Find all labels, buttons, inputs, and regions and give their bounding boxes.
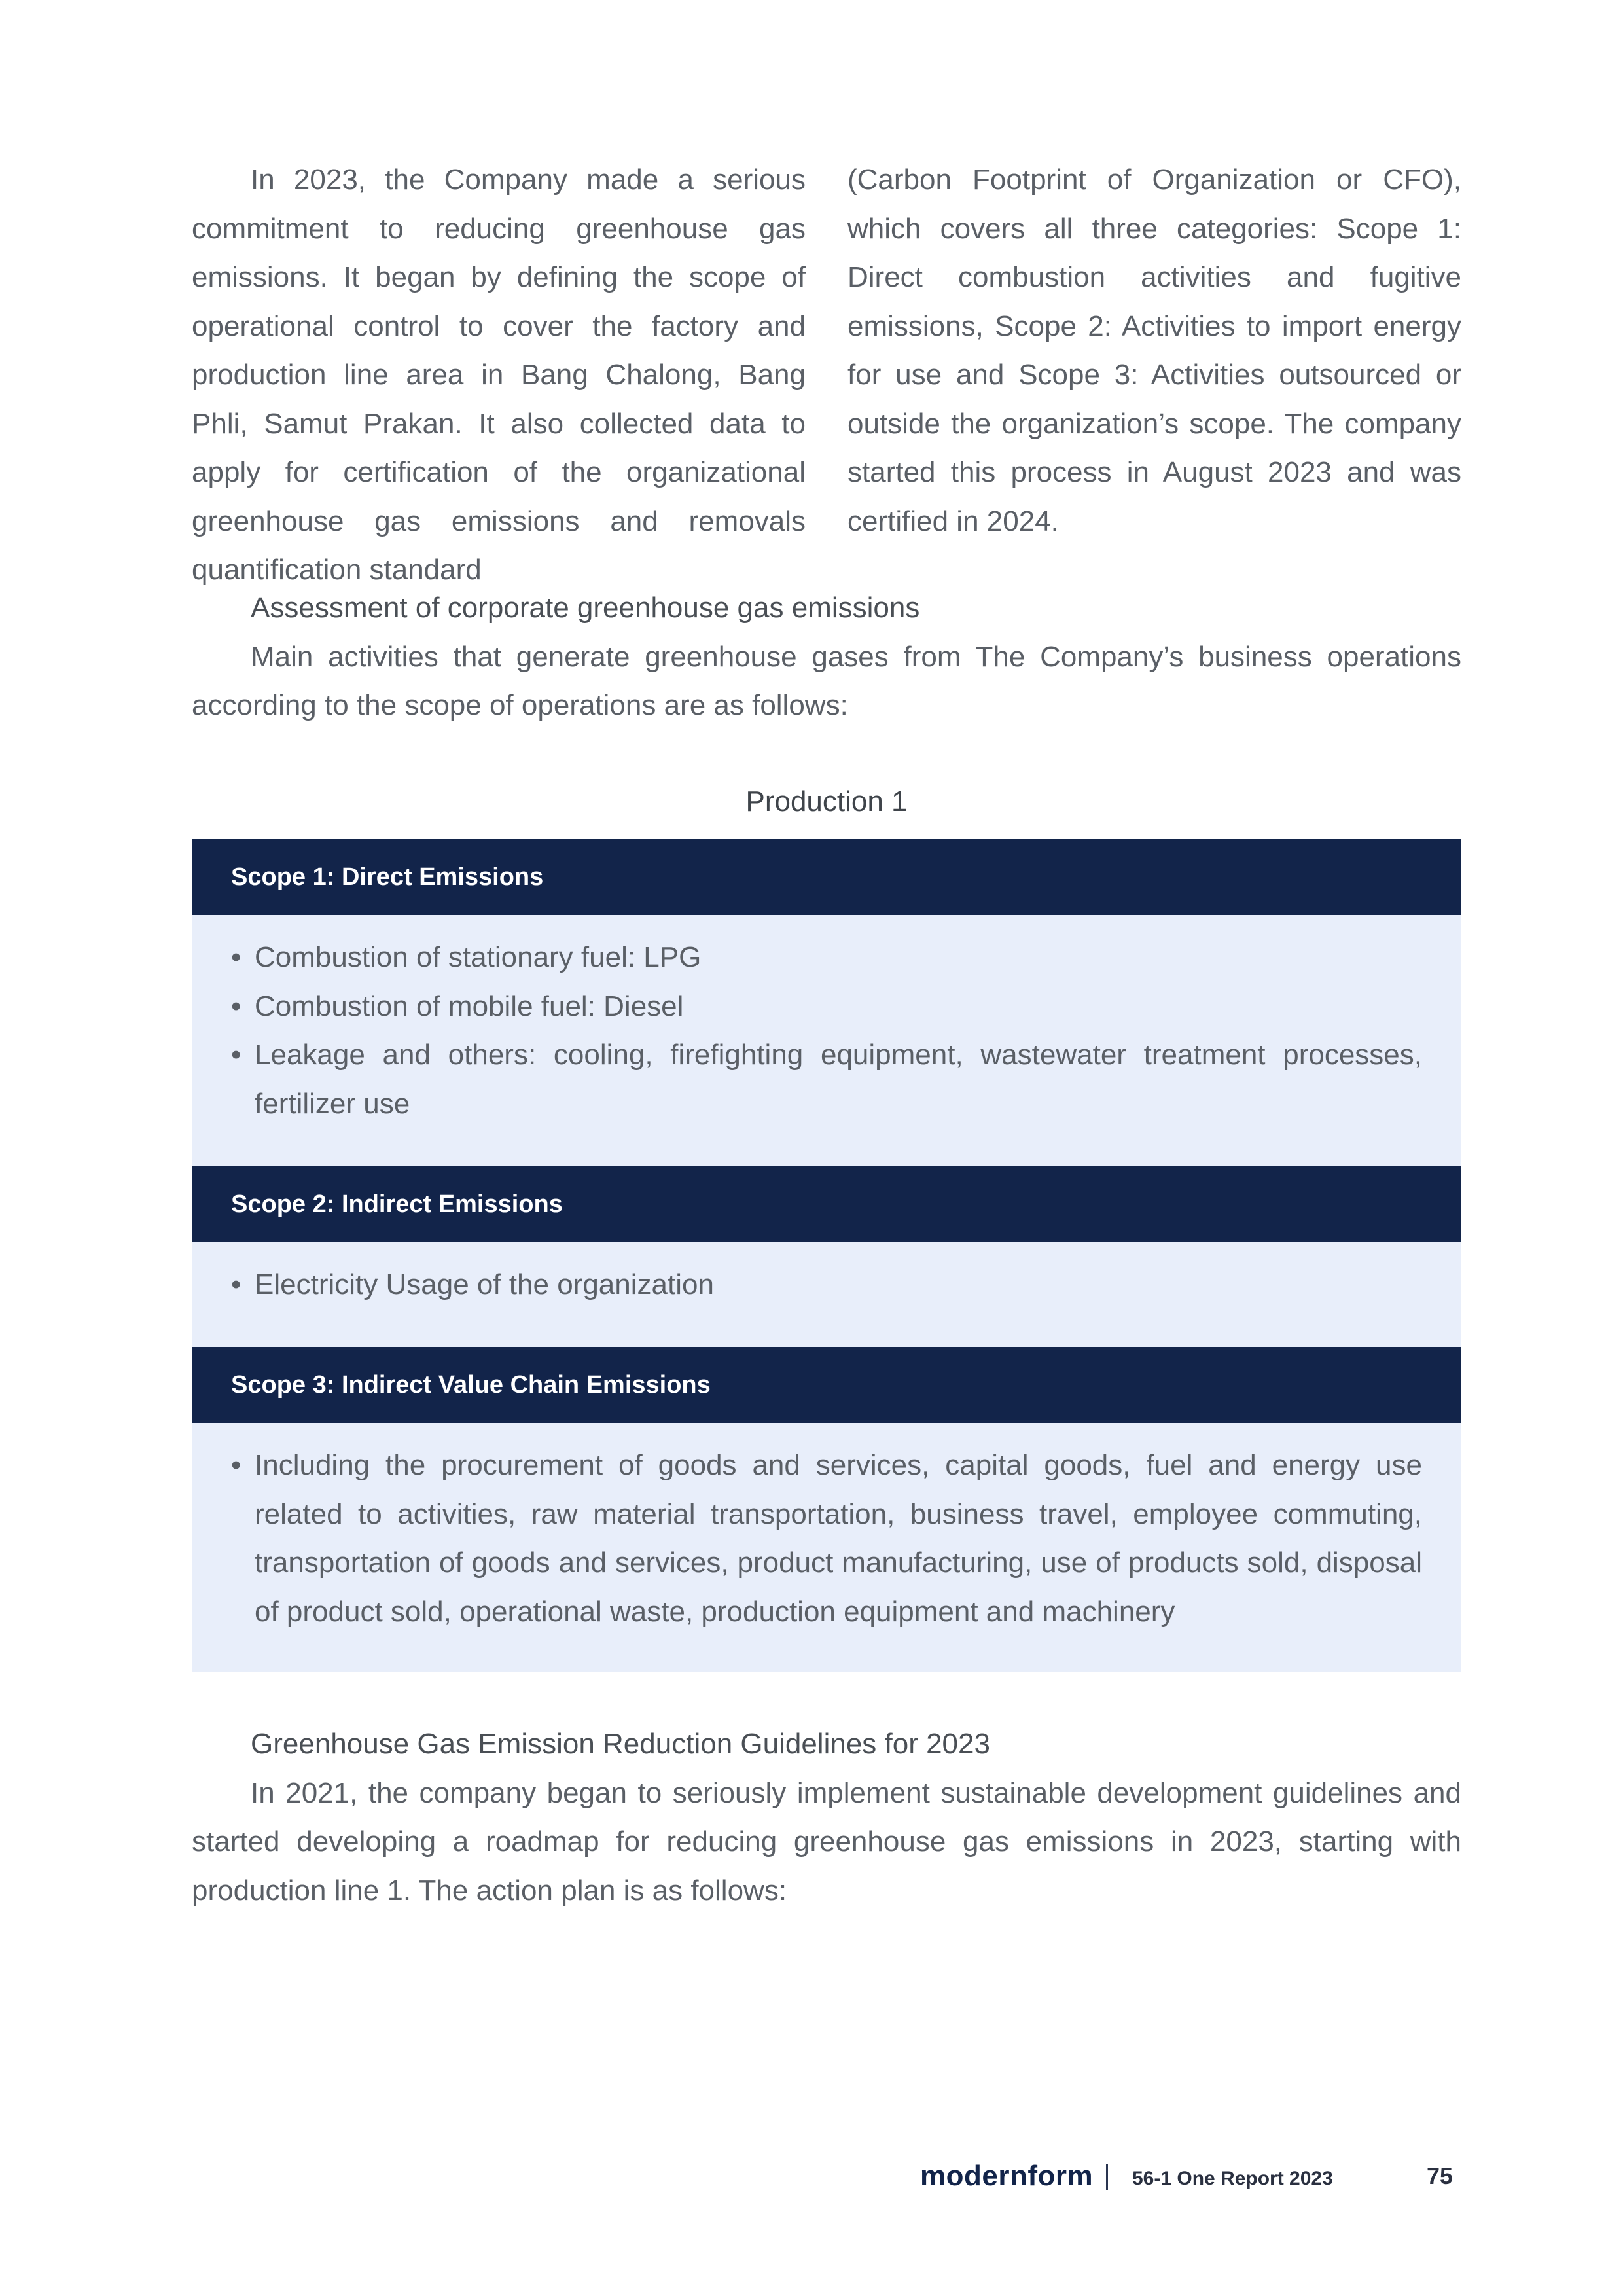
scope2-body	[192, 1242, 1461, 1347]
table-title: Production 1	[745, 785, 908, 817]
scope3-body	[192, 1423, 1461, 1672]
bullet-icon: •	[231, 1449, 241, 1481]
list-item: • Combustion of stationary fuel: LPG	[231, 933, 1422, 982]
brand-logo: modernform	[920, 2160, 1094, 2192]
assessment-heading: Assessment of corporate greenhouse gas emissions	[251, 592, 920, 624]
scope1-list	[231, 933, 1422, 1128]
list-item: • Including the procurement of goods and services, capital goods, fuel and energy use related to activities, raw material transportation, business travel, employee commuting, transportation of goods and services, product manufacturing, use of products sold, disposal of product sold, operational waste, production equipment and machinery	[231, 1441, 1422, 1636]
scope-table	[192, 839, 1461, 1672]
scope3-header: Scope 3: Indirect Value Chain Emissions	[192, 1347, 1461, 1423]
scope1-header: Scope 1: Direct Emissions	[192, 839, 1461, 915]
intro-column-right	[847, 156, 1461, 595]
guidelines-section	[192, 1720, 1461, 1915]
list-item: • Electricity Usage of the organization	[231, 1261, 1422, 1310]
list-item: • Leakage and others: cooling, firefighting equipment, wastewater treatment processes, fertilizer use	[231, 1031, 1422, 1128]
bullet-icon: •	[231, 1268, 241, 1300]
scope3-list	[231, 1441, 1422, 1636]
intro-section	[192, 156, 1461, 595]
intro-column-left	[192, 156, 806, 595]
assessment-text: Main activities that generate greenhouse gases from The Company’s business operations according to the scope of operations are as follows:	[192, 640, 1461, 721]
list-item: • Combustion of mobile fuel: Diesel	[231, 982, 1422, 1031]
scope1-body	[192, 915, 1461, 1166]
footer-divider	[1106, 2164, 1108, 2190]
assessment-section	[192, 584, 1461, 730]
scope2-list	[231, 1261, 1422, 1310]
bullet-icon: •	[231, 990, 241, 1022]
intro-paragraph-2: (Carbon Footprint of Organization or CFO), which covers all three categories: Scope 1: Direct combustion activities and fugitive emissions, Scope 2: Activities to import energy for use and Scope 3: Activities outsourced or outside the organization’s scope. The company started this process in August 2023 and was certified in 2024.	[847, 164, 1461, 537]
guidelines-text: In 2021, the company began to seriously implement sustainable development guidelines and started developing a roadmap for reducing greenhouse gas emissions in 2023, starting with production line 1. The action plan is as follows:	[192, 1776, 1461, 1907]
bullet-icon: •	[231, 1039, 241, 1071]
bullet-icon: •	[231, 941, 241, 973]
page-number: 75	[1427, 2162, 1454, 2189]
guidelines-heading: Greenhouse Gas Emission Reduction Guidelines for 2023	[251, 1728, 990, 1760]
report-title: 56-1 One Report 2023	[1132, 2168, 1333, 2189]
scope2-header: Scope 2: Indirect Emissions	[192, 1166, 1461, 1242]
intro-paragraph-1: In 2023, the Company made a serious commitment to reducing greenhouse gas emissions. It began by defining the scope of operational control to cover the factory and production line area in Bang Chalong, Bang Phli, Samut Prakan. It also collected data to apply for certification of the organizational greenhouse gas emissions and removals quantification standard	[192, 164, 806, 586]
page-footer	[0, 2160, 1623, 2199]
